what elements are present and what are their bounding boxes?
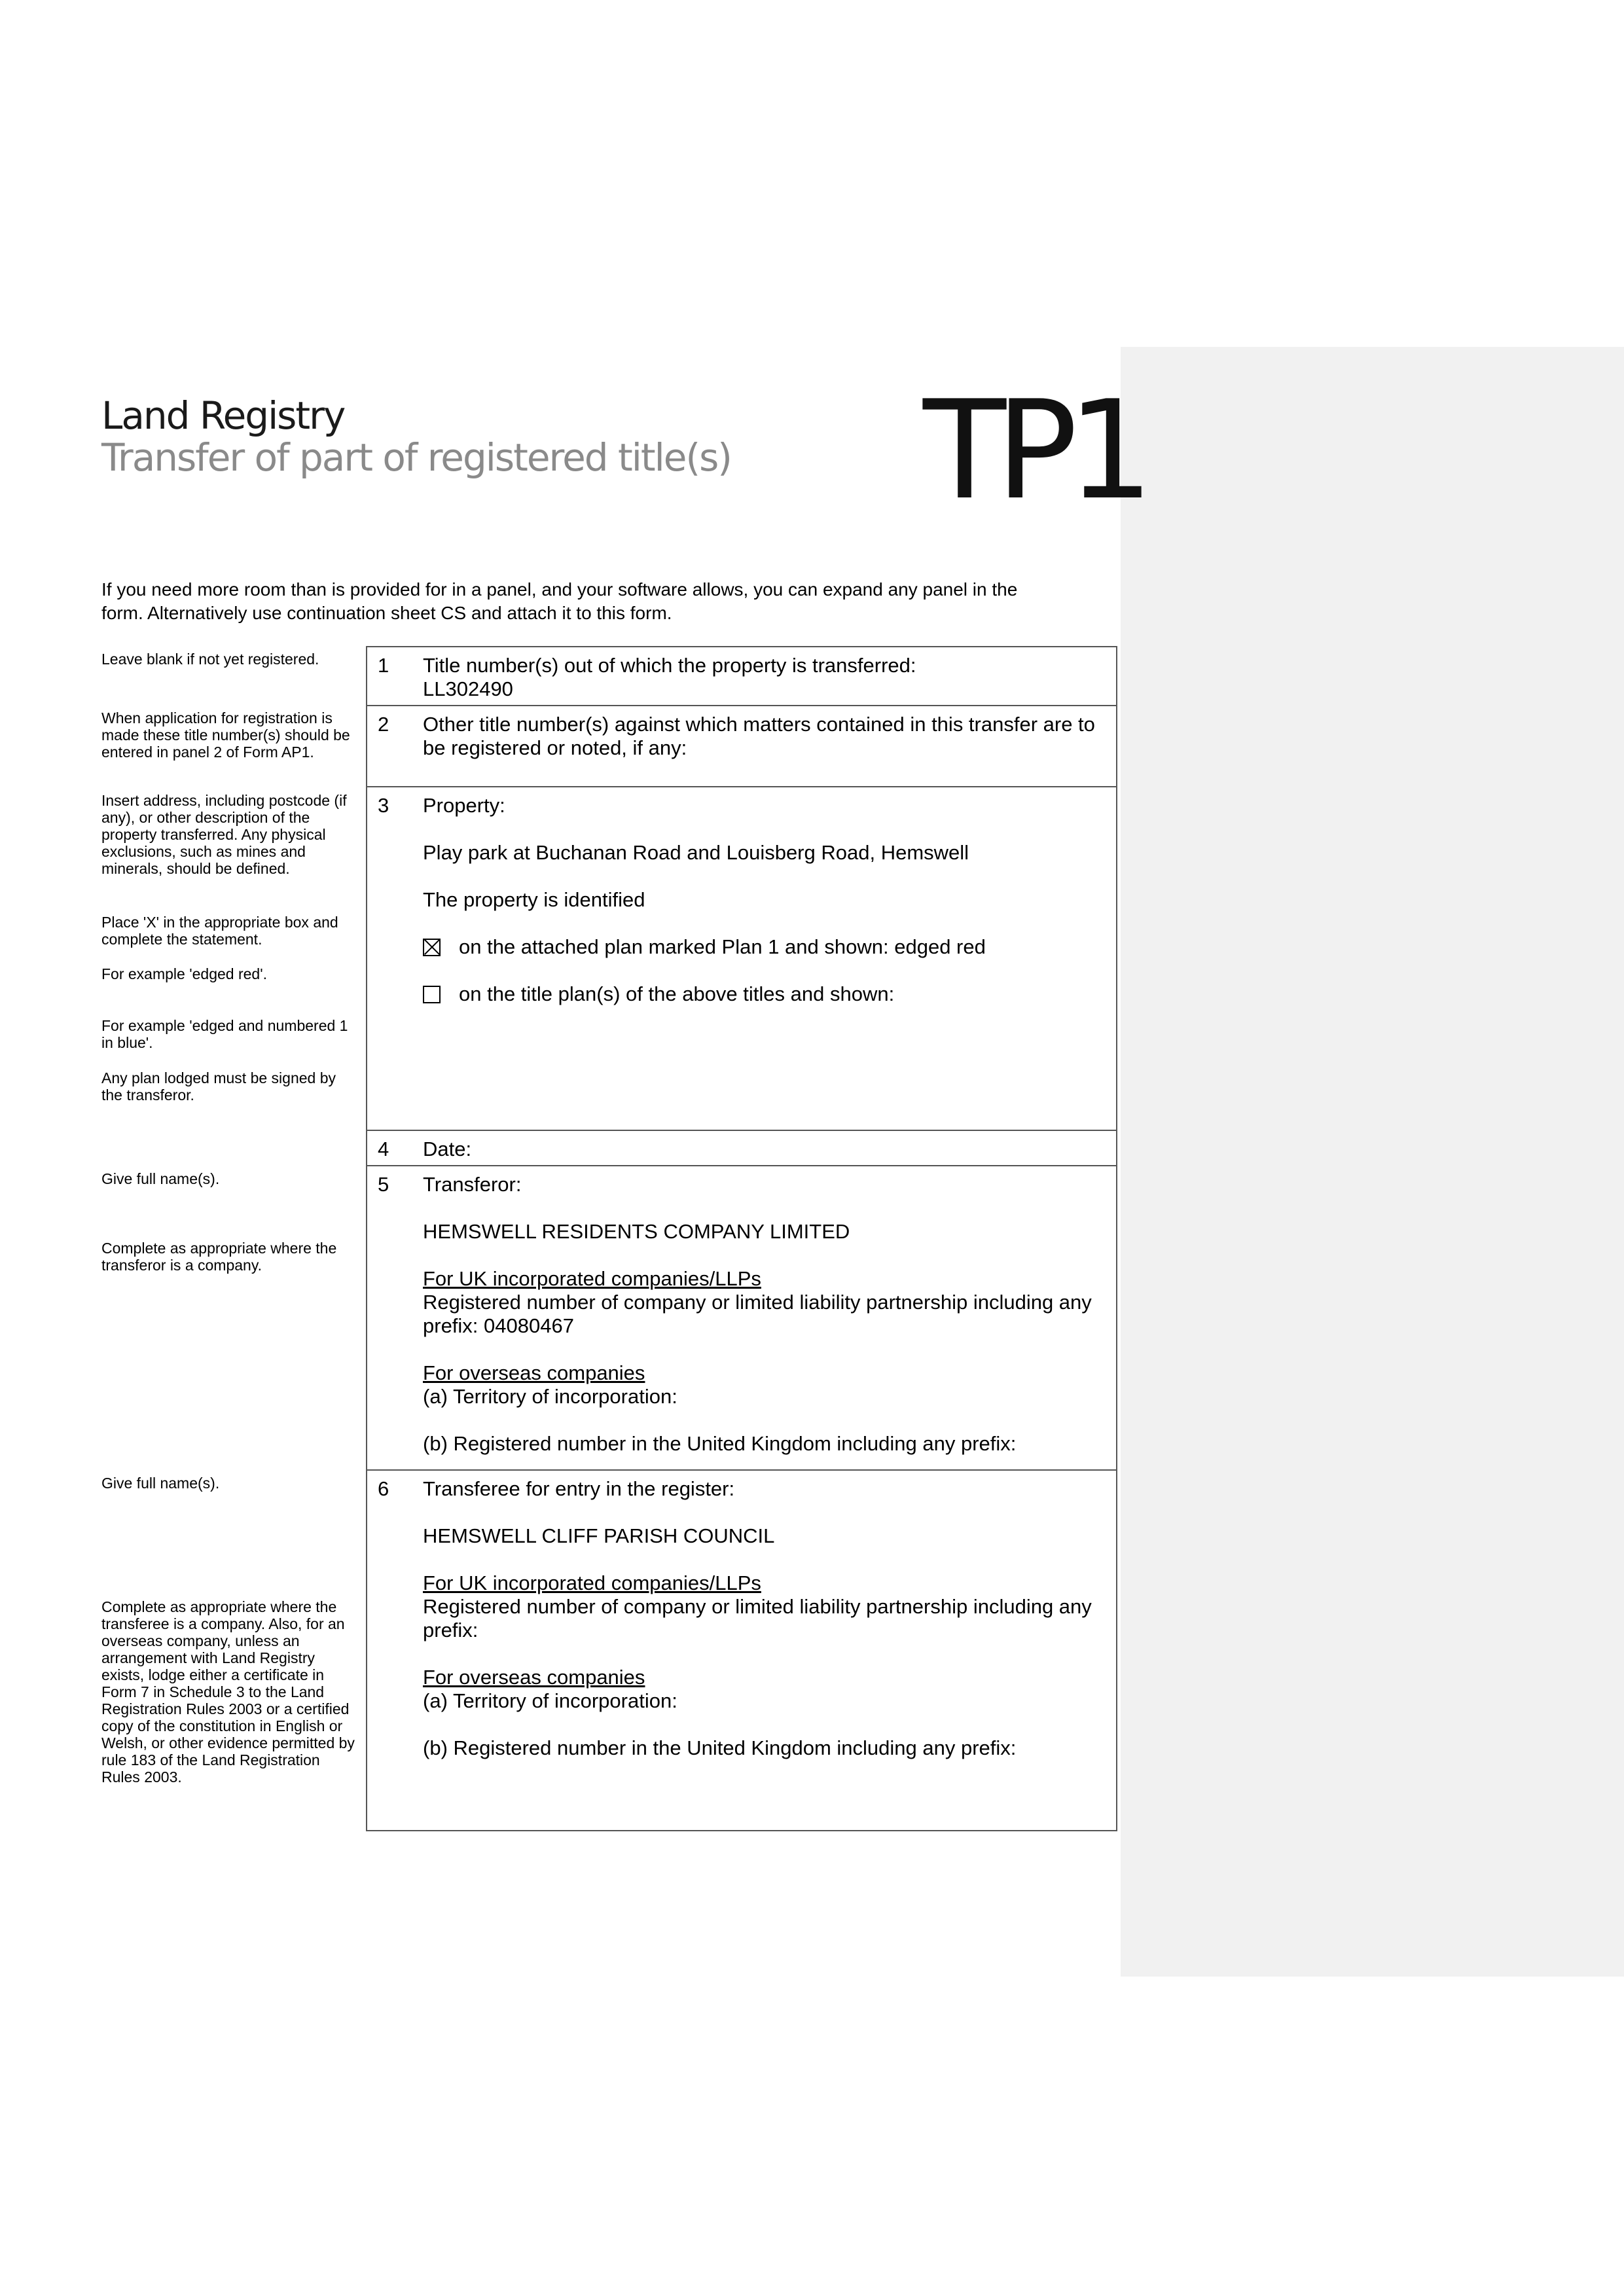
panel-5-transferor bbox=[366, 1165, 1117, 1471]
intro-text bbox=[101, 578, 1103, 625]
intro-line-1: If you need more room than is provided for in a panel, and your software allows, you can expand any panel in the bbox=[101, 579, 1018, 600]
panel-1-title-numbers bbox=[366, 646, 1117, 706]
panel-6-transferee bbox=[366, 1469, 1117, 1831]
note-panel-3-address: Insert address, including postcode (if any), or other description of the property transferred. Any physical exclusions, such as mines and minerals, should be defined. bbox=[101, 792, 347, 877]
property-identified-label: The property is identified bbox=[423, 888, 645, 911]
attached-plan-label: on the attached plan marked Plan 1 and shown: edged red bbox=[459, 935, 986, 958]
transferee-territory-field[interactable]: (a) Territory of incorporation: bbox=[423, 1689, 677, 1712]
panel-3-property bbox=[366, 786, 1117, 1131]
overseas-companies-heading: For overseas companies bbox=[423, 1361, 645, 1384]
panel-5-label: Transferor: bbox=[423, 1173, 522, 1196]
note-panel-3-plan: Any plan lodged must be signed by the transferor. bbox=[101, 1069, 336, 1103]
form-title: Transfer of part of registered title(s) bbox=[101, 435, 731, 480]
panel-3-label: Property: bbox=[423, 794, 505, 817]
title-plan-checkbox[interactable] bbox=[423, 986, 441, 1003]
note-panel-3-checkbox: Place 'X' in the appropriate box and complete the statement. bbox=[101, 914, 338, 948]
overseas-companies-heading: For overseas companies bbox=[423, 1666, 645, 1689]
note-panel-5-company: Complete as appropriate where the transferor is a company. bbox=[101, 1240, 337, 1274]
panel-4-date bbox=[366, 1130, 1117, 1166]
title-plan-label: on the title plan(s) of the above titles and shown: bbox=[459, 982, 895, 1005]
note-panel-3-example-2: For example 'edged and numbered 1 in blue'. bbox=[101, 1017, 348, 1051]
note-panel-6-company: Complete as appropriate where the transferee is a company. Also, for an overseas company, unless an arrangement with Land Registry exists, lodge either a certificate in Form 7 in Schedule 3 to the Land Registration Rules 2003 or a certified copy of the constitution in English or Welsh, or other evidence permitted by rule 183 of the Land Registration Rules 2003. bbox=[101, 1598, 355, 1785]
note-panel-6-name: Give full name(s). bbox=[101, 1475, 220, 1492]
panel-number: 2 bbox=[378, 713, 389, 736]
panel-number: 1 bbox=[378, 654, 389, 677]
panel-number: 4 bbox=[378, 1138, 389, 1160]
date-field[interactable]: Date: bbox=[423, 1138, 472, 1160]
transferor-registered-number[interactable]: Registered number of company or limited liability partnership including any prefix: 04080467 bbox=[423, 1291, 1092, 1337]
note-panel-3-example-1: For example 'edged red'. bbox=[101, 965, 267, 982]
plan-option-attached bbox=[423, 935, 1104, 959]
plan-option-title-plan bbox=[423, 982, 1104, 1006]
intro-line-2: form. Alternatively use continuation sheet CS and attach it to this form. bbox=[101, 603, 672, 623]
panel-number: 5 bbox=[378, 1173, 389, 1196]
note-panel-2: When application for registration is made these title number(s) should be entered in panel 2 of Form AP1. bbox=[101, 709, 350, 761]
panel-1-label: Title number(s) out of which the property is transferred: bbox=[423, 654, 916, 677]
property-address-field[interactable]: Play park at Buchanan Road and Louisberg Road, Hemswell bbox=[423, 841, 969, 864]
transferor-territory-field[interactable]: (a) Territory of incorporation: bbox=[423, 1385, 677, 1408]
margin-panel bbox=[1121, 347, 1624, 1977]
panel-2-other-title-numbers bbox=[366, 705, 1117, 787]
panel-number: 3 bbox=[378, 794, 389, 817]
panel-6-label: Transferee for entry in the register: bbox=[423, 1477, 735, 1500]
uk-companies-heading: For UK incorporated companies/LLPs bbox=[423, 1267, 761, 1290]
attached-plan-checkbox[interactable] bbox=[423, 939, 441, 956]
panel-2-label: Other title number(s) against which matters contained in this transfer are to be registered or noted, if any: bbox=[423, 713, 1095, 759]
organisation-name: Land Registry bbox=[101, 393, 345, 438]
note-panel-5-name: Give full name(s). bbox=[101, 1170, 220, 1187]
transferee-name-field[interactable]: HEMSWELL CLIFF PARISH COUNCIL bbox=[423, 1524, 775, 1547]
transferee-uk-registered-number-field[interactable]: (b) Registered number in the United Kingdom including any prefix: bbox=[423, 1736, 1017, 1759]
note-panel-1: Leave blank if not yet registered. bbox=[101, 651, 319, 668]
transferee-registered-number[interactable]: Registered number of company or limited liability partnership including any prefix: bbox=[423, 1595, 1092, 1641]
panel-number: 6 bbox=[378, 1477, 389, 1500]
transferor-uk-registered-number-field[interactable]: (b) Registered number in the United Kingdom including any prefix: bbox=[423, 1432, 1017, 1455]
transferor-name-field[interactable]: HEMSWELL RESIDENTS COMPANY LIMITED bbox=[423, 1220, 850, 1243]
uk-companies-heading: For UK incorporated companies/LLPs bbox=[423, 1571, 761, 1594]
form-code: TP1 bbox=[923, 372, 1144, 530]
title-number-field[interactable]: LL302490 bbox=[423, 677, 513, 700]
